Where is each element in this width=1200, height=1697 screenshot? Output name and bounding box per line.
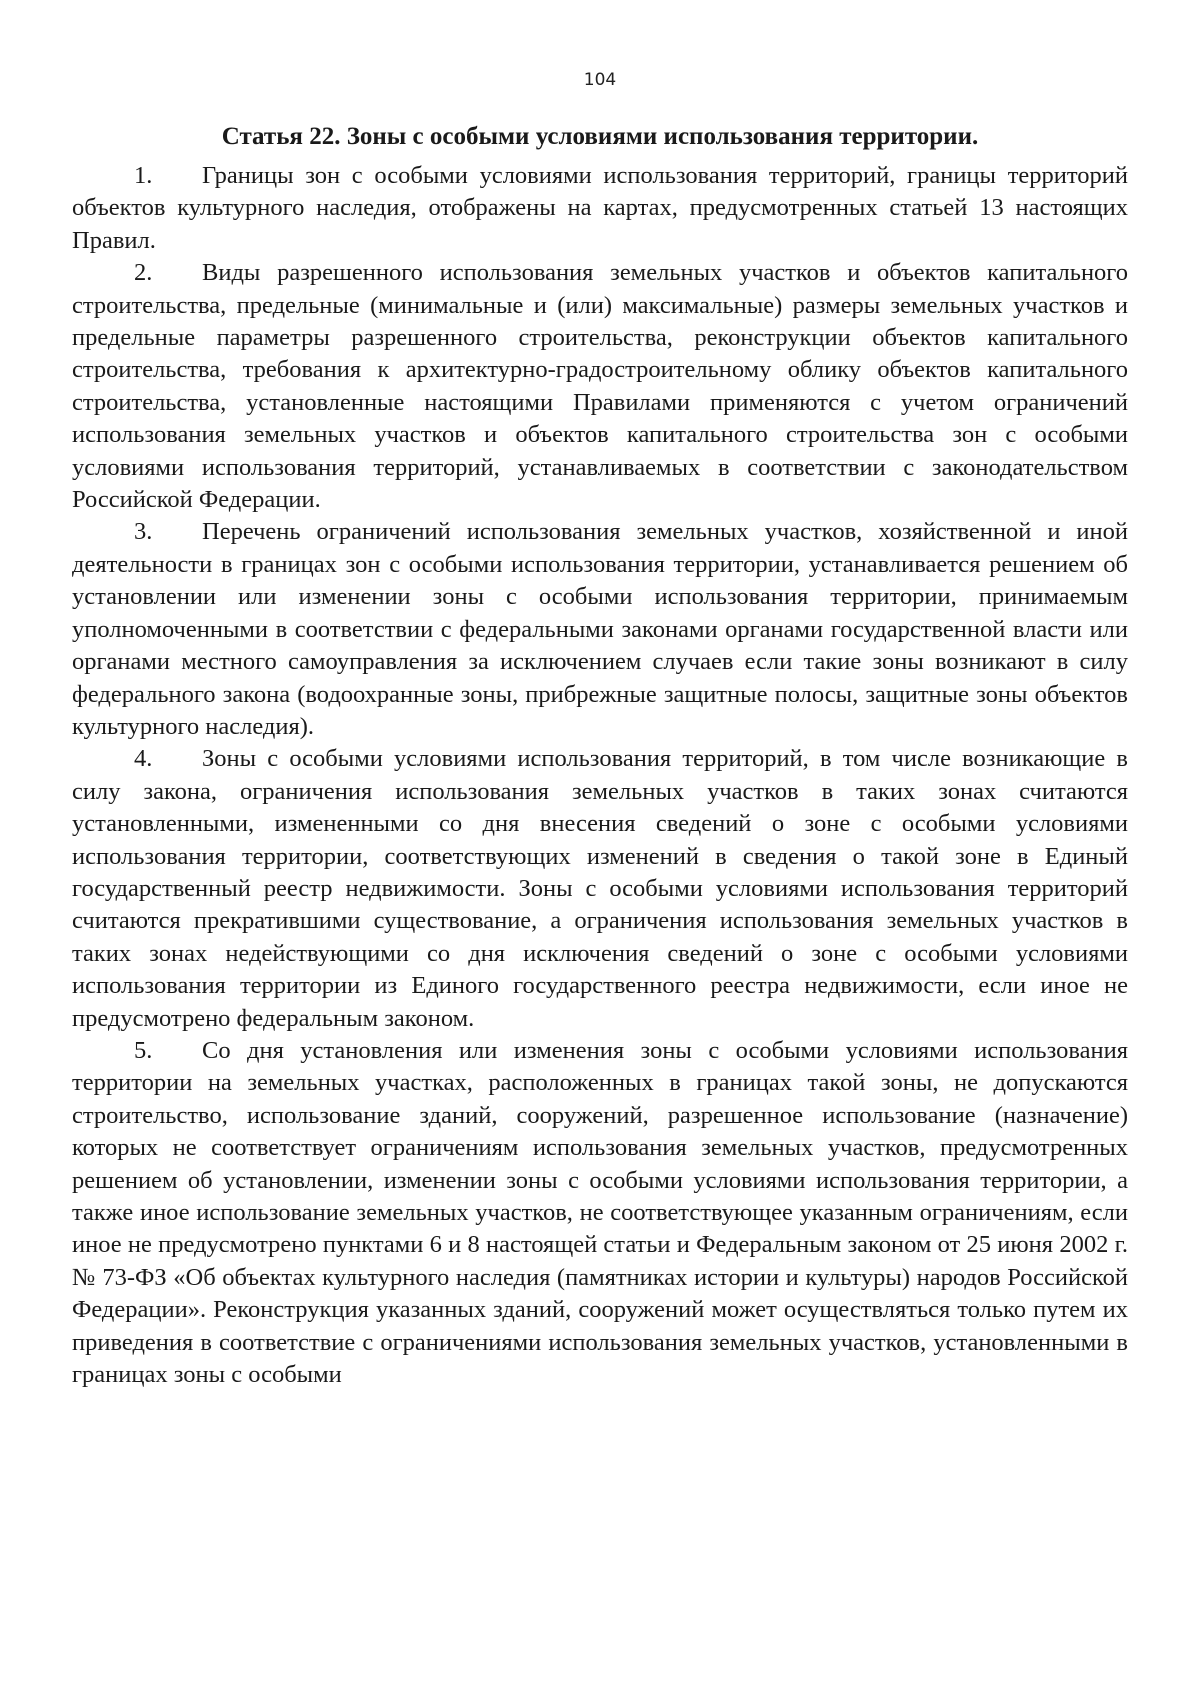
paragraph-number: 3.: [134, 518, 153, 546]
paragraph-2: [72, 257, 1128, 516]
paragraph-5: [72, 1035, 1128, 1391]
paragraph-text: Зоны с особыми условиями использования территорий, в том числе возникающие в силу закона, ограничения использования земельных участков в таких зонах считаются установленными, измененными со дня внесения сведений о зоне с особыми условиями использования территории, соответствующих изменений в сведения о такой зоне в Единый государственный реестр недвижимости. Зоны с особыми условиями использования территорий считаются прекратившими существование, а ограничения использования земельных участков в таких зонах недействующими со дня исключения сведений о зоне с особыми условиями использования территории из Единого государственного реестра недвижимости, если иное не предусмотрено федеральным законом.: [72, 745, 1128, 1032]
paragraph-1: [72, 160, 1128, 257]
paragraph-text: Границы зон с особыми условиями использования территорий, границы территорий объектов культурного наследия, отображены на картах, предусмотренных статьей 13 настоящих Правил.: [72, 162, 1128, 254]
paragraph-number: 4.: [134, 745, 153, 773]
article-title: Статья 22. Зоны с особыми условиями использования территории.: [221, 123, 979, 150]
paragraph-3: [72, 516, 1128, 743]
document-body: [72, 120, 1128, 1391]
paragraph-text: Со дня установления или изменения зоны с особыми условиями использования территории на земельных участках, расположенных в границах такой зоны, не допускаются строительство, использование зданий, сооружений, разрешенное использование (назначение) которых не соответствует ограничениям использования земельных участков, предусмотренных решением об установлении, изменении зоны с особыми условиями использования территории, а также иное использование земельных участков, не соответствующее указанным ограничениям, если иное не предусмотрено пунктами 6 и 8 настоящей статьи и Федеральным законом от 25 июня 2002 г. № 73-ФЗ «Об объектах культурного наследия (памятниках истории и культуры) народов Российской Федерации». Реконструкция указанных зданий, сооружений может осуществляться только путем их приведения в соответствие с ограничениями использования земельных участков, установленными в границах зоны с особыми: [72, 1036, 1128, 1389]
page-number: 104: [583, 70, 617, 90]
paragraph-4: [72, 743, 1128, 1035]
paragraph-text: Перечень ограничений использования земельных участков, хозяйственной и иной деятельности в границах зон с особыми использования территории, устанавливается решением об установлении или изменении зоны с особыми использования территории, принимаемым уполномоченными в соответствии с федеральными законами органами государственной власти или органами местного самоуправления за исключением случаев если такие зоны возникают в силу федерального закона (водоохранные зоны, прибрежные защитные полосы, защитные зоны объектов культурного наследия).: [72, 518, 1128, 740]
paragraph-text: Виды разрешенного использования земельных участков и объектов капитального строительства, предельные (минимальные и (или) максимальные) размеры земельных участков и предельные параметры разрешенного строительства, реконструкции объектов капитального строительства, требования к архитектурно-градостроительному облику объектов капитального строительства, установленные настоящими Правилами применяются с учетом ограничений использования земельных участков и объектов капитального строительства зон с особыми условиями использования территорий, устанавливаемых в соответствии с законодательством Российской Федерации.: [72, 259, 1128, 514]
paragraph-number: 2.: [134, 259, 153, 287]
paragraph-number: 5.: [134, 1036, 153, 1064]
paragraph-number: 1.: [134, 162, 153, 189]
